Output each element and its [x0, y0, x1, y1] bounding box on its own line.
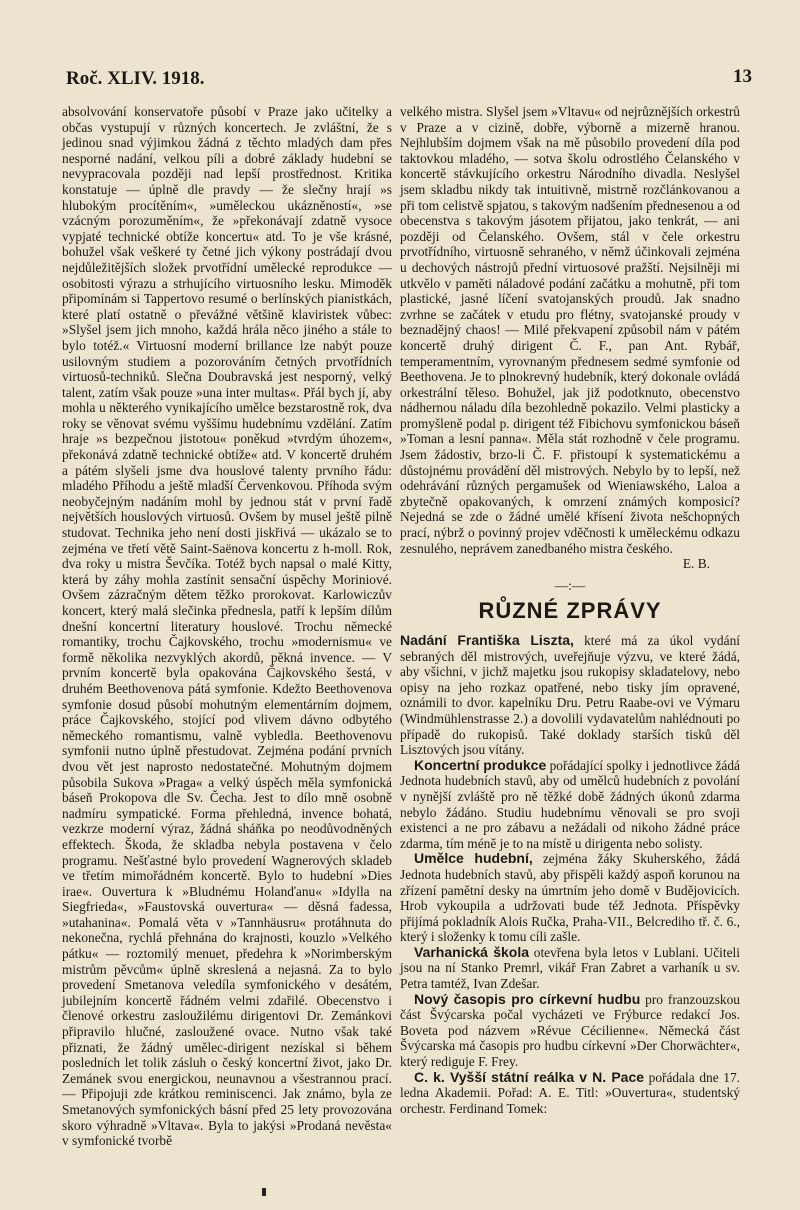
running-head: [66, 66, 752, 94]
section-title: RŮZNÉ ZPRÁVY: [478, 598, 662, 624]
news-item-body: pořádala dne 17. ledna Akademii. Pořad: A. E. Titl: »Ouvertura«, studentský orchestr. Ferdinand Tomek:: [400, 1069, 740, 1116]
news-item: [400, 758, 740, 852]
news-item-body: pro franzouzskou část Švýcarska počal vycházeti ve Frýburce redakcí Jos. Boveta pod názvem »Révue Cécilienne«. Německá část Švýcarska má časopis pro hudbu církevní »Der Chorwächter«, který rediguje F. Frey.: [400, 991, 740, 1070]
news-item-heading: Koncertní produkce: [414, 756, 547, 773]
print-mark: [262, 1188, 266, 1196]
news-item: [400, 992, 740, 1070]
news-item-heading: Nový časopis pro církevní hudbu: [414, 990, 641, 1007]
news-item: [400, 851, 740, 945]
news-item-heading: C. k. Vyšší státní reálka v N. Pace: [414, 1068, 645, 1085]
news-item-body: otevřena byla letos v Lublani. Učiteli jsou na ní Stanko Premrl, vikář Fran Zabret a varhaník u sv. Petra tamtéž, Ivan Zdešar.: [400, 944, 740, 992]
news-item-body: zejména žáky Skuherského, žádá Jednota hudebních stavů, aby přispěli každý aspoň korunou na zřízení pamětní desky na úmrtním jeho domě v Budějovicích. Hrob vykoupila a udržovati bude též Jednota. Příspěvky přijímá pokladník Alois Ručka, Praha-VII., Belcrediho tř. č. 6., který i složenky k tomu cíli zašle.: [400, 851, 740, 945]
right-column: [400, 104, 740, 1116]
news-item-body: pořádající spolky i jednotlivce žádá Jednota hudebních stavů, aby od umělců hudebních z povolání v nynější zvláště pro ně těžké době žádných úkonů zdarma nebylo žádáno. Studiu hudebnímu věnovali se pro svoji existenci a ne pro zábavu a nežádali od nikoho žádné práce zdarma, tím méně je to na místě u dirigenta nebo solisty.: [400, 757, 740, 851]
news-item: [400, 945, 740, 992]
news-list: [400, 633, 740, 1116]
review-continuation: velkého mistra. Slyšel jsem »Vltavu« od nejrůznějších orkestrů v Praze a v cizině, dobře, výborně a mizerně hranou. Nejhlubším dojmem však na mě působilo provedení díla pod taktovkou mladého, — sotva školu odrostlého Čelanského v koncertě stávkujícího orkestru Národního divadla. Neslyšel jsem skladbu nikdy tak intuitivně, mistrně rozčlánkovanou a při tom celistvě spjatou, s takovým nadšením přednesenou a od obecenstva s takovým jásotem přijatou, jako tenkrát, — ani později od Čelanského. Ovšem, stál v čele orkestru prvotřídního, virtuosně sehraného, v němž účinkovali zejména u dechových nástrojů přední virtuosové pražští. Nejsilněji mi utkvělo v paměti náladové podání začátku a mohutně, při tom plastické, jasné líčení svatojanských proudů. Jak snadno zvrhne se začátek v etudu pro flétny, svatojanské proudy v beznadějný chaos! — Milé překvapení způsobil nám v pátém koncertě druhý dirigent Č. F., pan Ant. Rybář, temperamentním, vyrovnaným přednesem sedmé symfonie od Beethovena. Je to plnokrevný hudebník, který dokonale ovládá orkestrální těleso. Bohužel, jak již podotknuto, obecenstvo nádhernou náladu díla bezohledně pokazilo. Velmi plasticky a promyšleně podal p. dirigent též Fibichovu symfonickou báseň »Toman a lesní panna«. Měla stát rozhodně v čele programu. Jsem žádostiv, brzo-li Č. F. přistoupí k systematickému a důstojnému provádění děl mistrových. Nebylo by to lepší, než odehrávání různých pergamušek od Wieniawského, Laloa a zbytečně opakovaných, k omrzení známých komposicí? Nejedná se zde o žádné umělé křísení života nešchopných prací, nýbrž o povinný projev vděčnosti k uměleckému odkazu zesnulého, neprávem zanedbaného mistra českého.: [400, 104, 740, 556]
news-item-heading: Nadání Františka Liszta,: [400, 632, 574, 648]
left-column-text: absolvování konservatoře působí v Praze jako učitelky a občas vystupují v různých koncertech. Je zvláštní, že s jedinou snad výjimkou žádná z těchto mladých dam přes nesporné nadání, velkou píli a dobré základy hudební se nevypracovala později nad lepší prostřednost. Kritika konstatuje — úplně dle pravdy — že slečny hrají »s hlubokým procítěním«, »uměleckou ukázněností«, »se vzácným porozuměním«, že »překonávají zdatně vysoce vypjaté technické obtíže koncertu« atd. To je vše krásné, bohužel však veškeré ty četné jich výkony postrádají dvou nejdůležitějších složek prvotřídní umělecké reprodukce — osobitosti výrazu a strhujícího virtuosního lesku. Mimoděk připomínám si Tappertovo resumé o berlínských pianistkách, které platí ostatně o převážné většině klaviristek vůbec: »Slyšel jsem jich mnoho, každá hrála něco jiného a stále to bylo totéž.« Virtuosní moderní brillance lze nabýt pouze usilovným studiem a pozorováním četných prvotřídních virtuosů-techniků. Slečna Doubravská jest nesporný, velký talent, zatím však pouze »una inter multas«. Přál bych jí, aby mohla u některého vynikajícího umělce bezstarostně rok, dva roky se věnovat svému vyššímu hudebnímu vzdělání. Zatím hraje »s bezpečnou jistotou« poněkud »tvrdým úhozem«, překonává zdatně technické obtíže« atd. V koncertě druhém a pátém slyšeli jsme dva houslové talenty prvního řádu: mladého Příhodu a ještě mladší Červenkovou. Příhoda svým neobyčejným nadáním mohl by jednou stát v první řadě největších houslových virtuosů. Ovšem by musel ještě pilně studovat. Technika jeho není dosti jiskřivá — ukázalo se to zejména ve třetí větě Saint-Saënova koncertu z h-moll. Rok, dva roky u mistra Ševčíka. Totéž bych napsal o malé Kitty, která by záhy mohla zastínit sensační úspěchy Moriniové. Ovšem zázračným dětem těžko prorokovat. Karlowiczův koncert, který malá slečinka přednesla, patří k lepším dílům dnešní koncertní literatury houslové. Trochu německé romantiky, trochu Čajkovského, trochu »modernismu« ve formě několika nezvyklých akordů, pěkná invence. — V prvním koncertě byla opakována Čajkovského šestá, v druhém Beethovenova pátá symfonie. Kdežto Beethovenova symfonie dosud působí mohutným elementárním dojmem, práce Čajkovského, stojící pod vlivem dávno odbytého německého romantismu, valně vybledla. Beethovenovu symfonii nutno úplně přestudovat. Zejména podání prvních dvou vět jest naprosto nedostatečné. Mohutným dojmem působila Sukova »Praga« a velký úspěch měla symfonická báseň Prokopova dle Sv. Čecha. Jest to dílo mně osobně nadmíru sympatické. Forma přehledná, invence bohatá, vezkrze moderní výraz, žádná sháňka po neodůvodněných effektech. Škoda, že skladba nebyla postavena v čelo programu. Nešťastné bylo provedení Wagnerových skladeb ve třetím mimořádném koncertě. Bylo to hudební »Dies irae«. Ouvertura k »Bludnému Holanďanu« »Idylla na Siegfrieda«, »Faustovská ouvertura« — děsná fadessa, »utahanina«. Pomalá věta v »Tannhäusru« protáhnuta do nekonečna, rychlá přehnána do krajnosti, kouzlo »Velkého pátku« — roztomilý menuet, předehra k »Norimberským mistrům pěvcům« úplně skreslená a nejasná. Za to bylo provedení Smetanova veledíla symfonického v desátém, jubilejním koncertě řádném velmi zdařilé. Obecenstvo i členové orkestru zasloužilému dirigentovi Dr. Zemánkovi připravilo hlučné, zasloužené ovace. Nutno však také přiznati, že žádný umělec-dirigent nezískal si během posledních let tolik zásluh o český koncertní život, jako Dr. Zemánek svou energickou, neunavnou a všestrannou prací. — Připojuji zde krátkou reminiscenci. Jak známo, byla ze Smetanových symfonických básní před 25 lety provozována skoro výhradně »Vltava«. Byla to jakýsi »Prodaná nevěsta« v symfonické tvorbě: [62, 104, 392, 1149]
news-item-heading: Umělce hudební,: [414, 850, 533, 867]
left-column: [62, 104, 392, 1149]
news-item-body: které má za úkol vydání sebraných děl mistrových, uveřejňuje výzvu, ve které žádá, aby všichni, v jichž majetku jsou rukopisy skladatelovy, nebo opisy na jeho rozkaz opatřené, nebo tisky jím opravené, oznámili to dvor. kapelníku Dru. Petru Raabe-ovi ve Výmaru (Windmühlenstrasse 2.) a dovolili vydavatelům nahlédnouti po případě do rukopisů. Také doklady starších tisků děl Lisztových jsou vítány.: [400, 633, 740, 758]
news-item-heading: Varhanická škola: [414, 943, 530, 960]
page-number: 13: [733, 66, 752, 87]
author-signature: E. B.: [682, 556, 710, 572]
news-item: [400, 633, 740, 758]
news-item: [400, 1070, 740, 1117]
volume-year: Roč. XLIV. 1918.: [66, 68, 205, 89]
separator: —:—: [554, 577, 586, 593]
